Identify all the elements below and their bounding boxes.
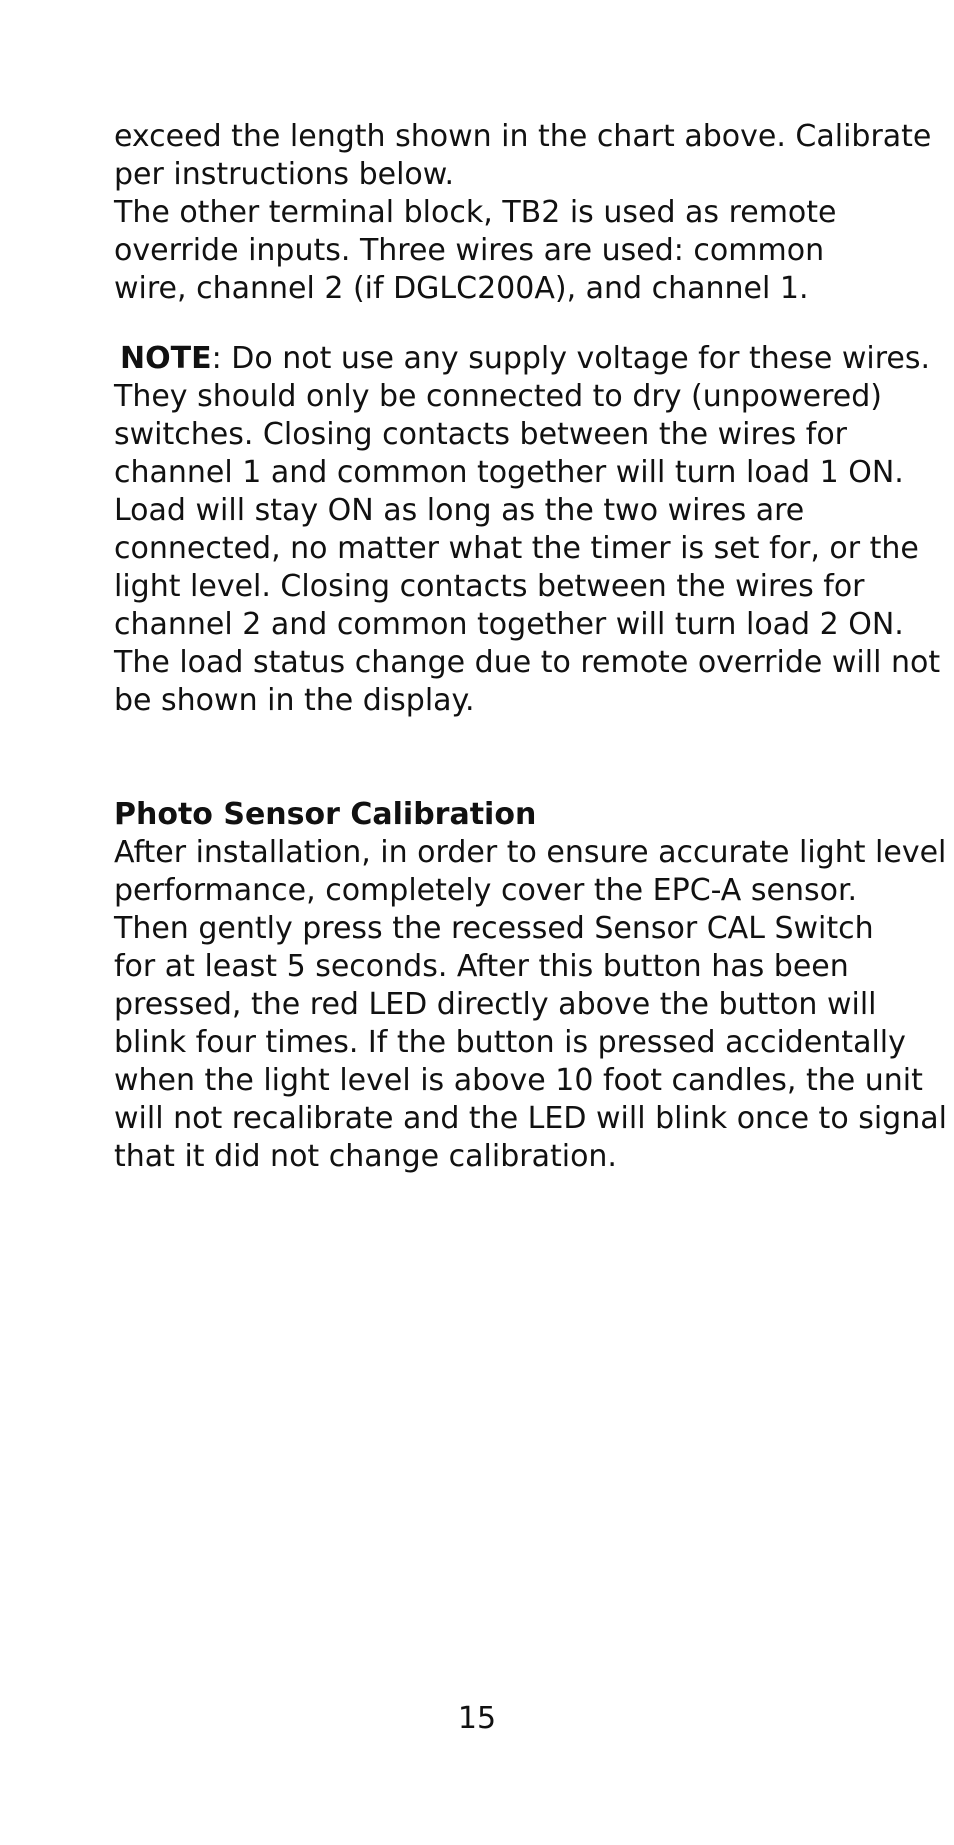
text-line: that it did not change calibration. bbox=[114, 1139, 617, 1174]
note-paragraph bbox=[114, 340, 941, 720]
paragraph-spacer bbox=[114, 308, 904, 340]
section-spacer bbox=[114, 720, 904, 796]
text-line: wire, channel 2 (if DGLC200A), and channel 1. bbox=[114, 271, 809, 306]
text-line: Then gently press the recessed Sensor CAL Switch bbox=[114, 911, 874, 946]
text-line: switches. Closing contacts between the wires for bbox=[114, 417, 848, 452]
text-line: The other terminal block, TB2 is used as remote bbox=[114, 195, 837, 230]
text-line: light level. Closing contacts between the wires for bbox=[114, 569, 865, 604]
text-line: pressed, the red LED directly above the button will bbox=[114, 987, 877, 1022]
text-line: After installation, in order to ensure accurate light level bbox=[114, 835, 947, 870]
calibration-section bbox=[114, 796, 947, 1176]
text-line: will not recalibrate and the LED will blink once to signal bbox=[114, 1101, 947, 1136]
document-page bbox=[114, 118, 947, 1176]
text-line: exceed the length shown in the chart above. Calibrate bbox=[114, 119, 932, 154]
text-line: channel 1 and common together will turn load 1 ON. bbox=[114, 455, 904, 490]
text-line: per instructions below. bbox=[114, 157, 455, 192]
text-line: performance, completely cover the EPC-A sensor. bbox=[114, 873, 858, 908]
note-first-line bbox=[114, 340, 930, 378]
text-line: They should only be connected to dry (unpowered) bbox=[114, 379, 882, 414]
note-first-line-text: : Do not use any supply voltage for these wires. bbox=[211, 341, 930, 376]
section-heading: Photo Sensor Calibration bbox=[114, 797, 537, 832]
text-line: when the light level is above 10 foot candles, the unit bbox=[114, 1063, 923, 1098]
text-line: override inputs. Three wires are used: common bbox=[114, 233, 825, 268]
intro-paragraph bbox=[114, 118, 932, 308]
page-number: 15 bbox=[457, 1701, 497, 1736]
text-line: Load will stay ON as long as the two wires are bbox=[114, 493, 805, 528]
text-line: blink four times. If the button is pressed accidentally bbox=[114, 1025, 906, 1060]
text-line: be shown in the display. bbox=[114, 683, 475, 718]
text-line: connected, no matter what the timer is set for, or the bbox=[114, 531, 919, 566]
text-line: The load status change due to remote override will not bbox=[114, 645, 941, 680]
note-label: NOTE bbox=[120, 341, 212, 376]
text-line: channel 2 and common together will turn load 2 ON. bbox=[114, 607, 904, 642]
text-line: for at least 5 seconds. After this button has been bbox=[114, 949, 849, 984]
